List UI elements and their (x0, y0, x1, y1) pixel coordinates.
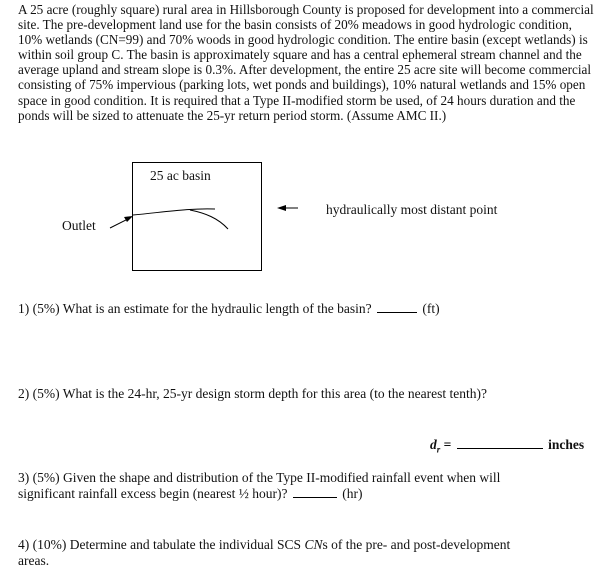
outlet-arrow (110, 219, 128, 228)
question-1-answer-blank[interactable] (377, 311, 417, 313)
depth-variable-subscript: r (436, 444, 441, 455)
stream-branch (190, 210, 228, 229)
question-1-unit: (ft) (422, 301, 440, 316)
question-1 (18, 301, 440, 317)
question-4-line-1 (18, 537, 510, 553)
depth-equals: = (440, 437, 452, 452)
question-4-cn: CN (304, 537, 323, 552)
question-3-text: significant rainfall excess begin (nearest ½ hour)? (18, 486, 288, 501)
question-2: 2) (5%) What is the 24-hr, 25-yr design storm depth for this area (to the nearest tenth)? (18, 386, 487, 401)
outlet-arrowhead (124, 216, 133, 222)
question-3-answer-blank[interactable] (293, 496, 337, 498)
question-4-line-2: areas. (18, 553, 50, 568)
question-1-text: 1) (5%) What is an estimate for the hydraulic length of the basin? (18, 301, 372, 316)
question-3-line-2 (18, 486, 363, 502)
depth-variable: d (430, 437, 437, 452)
question-2-answer-line (430, 437, 584, 458)
distant-point-arrowhead (277, 205, 286, 211)
question-2-unit: inches (548, 437, 585, 452)
outlet-label: Outlet (62, 218, 96, 233)
question-4-text-a: 4) (10%) Determine and tabulate the individual SCS (18, 537, 305, 552)
basin-label: 25 ac basin (150, 168, 211, 183)
question-2-answer-blank[interactable] (457, 447, 543, 449)
stream-channel (133, 209, 215, 215)
question-3-unit: (hr) (342, 486, 363, 501)
problem-statement: A 25 acre (roughly square) rural area in Hillsborough County is proposed for development into a commercial site. The pre-development land use for the basin consists of 20% meadows in good hydrologic condition, 10% wetlands (CN=99) and 70% woods in good hydrologic condition. The entire basin (except wetlands) is within soil group C. The basin is approximately square and has a central ephemeral stream channel and the average upland and stream slope is 0.3%. After development, the entire 25 acre site will become commercial consisting of 75% impervious (parking lots, wet ponds and buildings), 10% natural wetlands and 15% open space in good condition. It is required that a Type II-modified storm be used, of 24 hours duration and the ponds will be sized to attenuate the 25-yr return period storm. (Assume AMC II.) (18, 2, 594, 123)
question-4-text-b: s of the pre- and post-development (322, 537, 511, 552)
distant-point-label: hydraulically most distant point (326, 202, 498, 217)
question-3-line-1: 3) (5%) Given the shape and distribution of the Type II-modified rainfall event when will (18, 470, 501, 485)
